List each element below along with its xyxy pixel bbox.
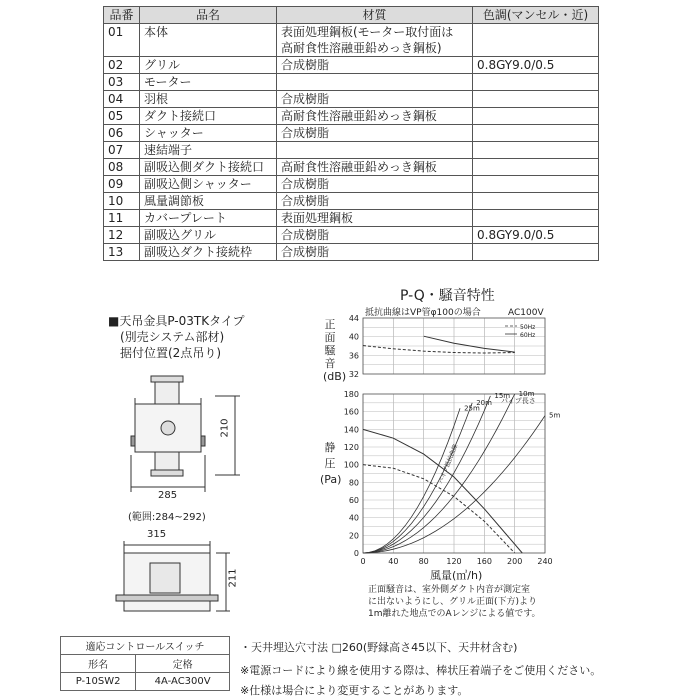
pq-ylabel-part: 静: [324, 441, 336, 454]
dim-210-label: 210: [219, 418, 231, 438]
chart-condition: 抵抗曲線はVP管φ100の場合: [365, 308, 481, 318]
parts-cell-material: 高耐食性溶融亜鉛めっき鋼板: [277, 108, 473, 125]
parts-cell-color: [473, 91, 599, 108]
parts-cell-color: [473, 125, 599, 142]
header-no: 品番: [104, 7, 140, 24]
header-name: 品名: [140, 7, 277, 24]
pq-y-tick: 0: [353, 549, 359, 558]
noise-legend-label: 60Hz: [520, 332, 536, 339]
pq-y-tick: 160: [343, 407, 359, 417]
resistance-label: 25m: [464, 404, 480, 413]
parts-table-row: [104, 159, 599, 176]
parts-cell-name: シャッター: [140, 125, 277, 142]
noise-note-line: 1m離れた地点でのAレンジによる値です。: [368, 609, 541, 619]
mount-note-position: 据付位置(2点吊り): [120, 346, 221, 360]
parts-cell-no: 04: [104, 91, 140, 108]
mount-note-title: ■天吊金具P-03TKタイプ: [108, 314, 245, 328]
parts-cell-material: 表面処理鋼板: [277, 210, 473, 227]
resistance-label: 15m: [494, 391, 511, 400]
header-material: 材質: [277, 7, 473, 24]
noise-series-60Hz: [424, 336, 515, 352]
resistance-label: 20m: [476, 398, 492, 407]
parts-table-row: [104, 74, 599, 91]
control-model: P-10SW2: [61, 673, 136, 691]
parts-cell-name: 羽根: [140, 91, 277, 108]
spec-note: ※仕様は場合により変更することがあります。: [240, 684, 469, 697]
header-color: 色調(マンセル・近): [473, 7, 599, 24]
noise-note: [368, 584, 540, 620]
pq-x-tick: 120: [446, 557, 462, 566]
noise-note-line: 正面騒音は、室外側ダクト内音が測定室: [368, 585, 531, 595]
resistance-curve-label: パイプ抵抗曲線: [437, 443, 460, 485]
parts-table-row: [104, 193, 599, 210]
parts-table-row: [104, 210, 599, 227]
parts-cell-no: 02: [104, 57, 140, 74]
noise-note-line: に出ないようにし、グリル正面(下方)より: [368, 597, 538, 607]
control-rating: 4A-AC300V: [136, 673, 230, 691]
parts-cell-material: 高耐食性溶融亜鉛めっき鋼板: [277, 159, 473, 176]
pq-y-tick: 40: [348, 513, 359, 523]
parts-cell-color: [473, 244, 599, 261]
parts-cell-name: 副吸込ダクト接続枠: [140, 244, 277, 261]
pq-noise-chart: [330, 310, 570, 590]
resistance-curve: [363, 396, 490, 553]
parts-table-row: [104, 108, 599, 125]
parts-cell-name: 本体: [140, 24, 277, 57]
parts-cell-color: [473, 176, 599, 193]
parts-cell-no: 01: [104, 24, 140, 57]
pq-y-tick: 120: [343, 443, 359, 452]
parts-cell-color: [473, 24, 599, 57]
pq-x-tick: 0: [360, 557, 366, 566]
control-table-col-rating: 定格: [136, 655, 230, 673]
parts-cell-no: 05: [104, 108, 140, 125]
parts-cell-no: 07: [104, 142, 140, 159]
parts-cell-material: 表面処理鋼板(モーター取付面は 高耐食性溶融亜鉛めっき鋼板): [277, 24, 473, 57]
parts-cell-no: 11: [104, 210, 140, 227]
dim-range-label: (範囲:284~292): [128, 512, 206, 523]
pq-y-tick: 140: [343, 425, 359, 435]
parts-cell-no: 03: [104, 74, 140, 91]
parts-table: [103, 6, 599, 261]
parts-cell-color: 0.8GY9.0/0.5: [473, 227, 599, 244]
parts-cell-name: 風量調節板: [140, 193, 277, 210]
parts-cell-material: 合成樹脂: [277, 244, 473, 261]
parts-cell-name: 副吸込側ダクト接続口: [140, 159, 277, 176]
noise-ylabel-part: 面: [324, 331, 336, 344]
parts-cell-color: [473, 159, 599, 176]
pq-y-tick: 80: [348, 478, 359, 488]
dim-211-label: 211: [227, 568, 239, 588]
parts-cell-name: 速結端子: [140, 142, 277, 159]
parts-cell-no: 09: [104, 176, 140, 193]
parts-cell-name: 副吸込側シャッター: [140, 176, 277, 193]
dim-285-label: 285: [158, 490, 178, 501]
parts-cell-material: 合成樹脂: [277, 176, 473, 193]
parts-table-row: [104, 227, 599, 244]
pq-y-tick: 180: [343, 390, 359, 399]
parts-cell-material: 合成樹脂: [277, 125, 473, 142]
pq-ylabel-part: 圧: [324, 457, 336, 470]
parts-cell-no: 13: [104, 244, 140, 261]
parts-table-row: [104, 57, 599, 74]
top-duct-outline: [155, 380, 179, 404]
resistance-curve: [363, 408, 460, 553]
mount-note-subtitle: (別売システム部材): [120, 330, 225, 344]
parts-table-row: [104, 142, 599, 159]
parts-cell-name: 副吸込グリル: [140, 227, 277, 244]
parts-table-row: [104, 91, 599, 108]
noise-ylabel-part: 騒: [324, 344, 336, 357]
pq-x-tick: 40: [388, 557, 399, 566]
control-switch-table: [60, 636, 230, 691]
pq-xlabel: 風量(㎥/h): [430, 569, 483, 582]
cord-note: ※電源コードにより線を使用する際は、棒状圧着端子をご使用ください。: [240, 664, 602, 677]
noise-ylabel-part: (dB): [323, 370, 347, 383]
parts-cell-no: 06: [104, 125, 140, 142]
control-table-title: 適応コントロールスイッチ: [61, 637, 230, 655]
pq-x-tick: 160: [476, 557, 492, 566]
parts-cell-color: [473, 142, 599, 159]
noise-y-tick: 36: [348, 351, 359, 361]
parts-cell-name: カバープレート: [140, 210, 277, 227]
noise-y-tick: 44: [348, 314, 359, 323]
parts-table-header: [104, 7, 599, 24]
ceiling-hole-note: ・天井埋込穴寸法 □260(野縁高さ45以下、天井材含む): [240, 641, 518, 654]
noise-legend-label: 50Hz: [520, 324, 536, 331]
pq-y-tick: 60: [348, 496, 359, 505]
parts-table-row: [104, 176, 599, 193]
parts-cell-color: [473, 108, 599, 125]
noise-ylabel-part: 正: [324, 318, 336, 331]
dim-315-label: 315: [147, 529, 167, 540]
pipe-length-label: パイプ長さ: [501, 397, 536, 405]
parts-cell-material: 合成樹脂: [277, 91, 473, 108]
noise-y-tick: 40: [348, 332, 359, 342]
noise-ylabel-part: 音: [324, 357, 336, 370]
pq-x-tick: 80: [418, 557, 429, 566]
parts-cell-color: [473, 193, 599, 210]
pq-x-tick: 240: [537, 557, 553, 566]
pq-ylabel-part: (Pa): [320, 473, 342, 486]
parts-cell-material: [277, 74, 473, 91]
parts-table-row: [104, 125, 599, 142]
resistance-label: 10m: [518, 390, 535, 398]
parts-cell-color: [473, 74, 599, 91]
control-table-col-model: 形名: [61, 655, 136, 673]
parts-cell-name: グリル: [140, 57, 277, 74]
resistance-label: 5m: [549, 411, 561, 420]
parts-cell-color: [473, 210, 599, 227]
parts-table-row: [104, 24, 599, 57]
parts-cell-name: ダクト接続口: [140, 108, 277, 125]
parts-cell-no: 10: [104, 193, 140, 210]
parts-cell-material: [277, 142, 473, 159]
parts-cell-material: 合成樹脂: [277, 193, 473, 210]
parts-cell-color: 0.8GY9.0/0.5: [473, 57, 599, 74]
pq-x-tick: 200: [507, 557, 523, 566]
parts-cell-material: 合成樹脂: [277, 227, 473, 244]
pq-y-tick: 100: [343, 460, 359, 470]
noise-y-tick: 32: [348, 370, 359, 379]
pq-y-tick: 20: [348, 531, 359, 541]
chart-title: P-Q・騒音特性: [400, 288, 495, 304]
resistance-curve: [363, 403, 472, 553]
parts-cell-no: 12: [104, 227, 140, 244]
parts-table-row: [104, 244, 599, 261]
chart-voltage: AC100V: [508, 308, 544, 318]
parts-cell-no: 08: [104, 159, 140, 176]
parts-cell-name: モーター: [140, 74, 277, 91]
parts-cell-material: 合成樹脂: [277, 57, 473, 74]
